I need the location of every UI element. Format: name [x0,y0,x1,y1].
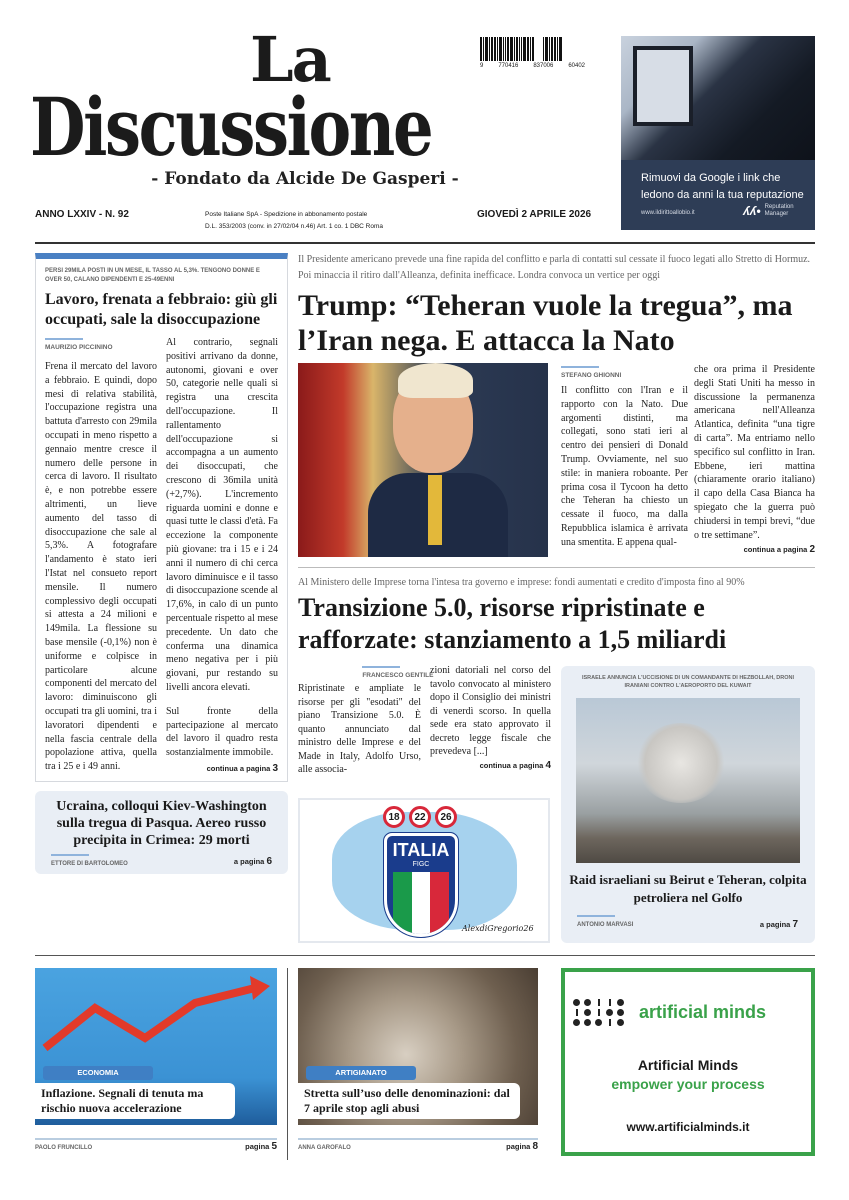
barcode-bar [523,37,526,61]
year-badge: 18 [383,806,405,828]
issue-number: ANNO LXXIV - N. 92 [35,209,129,220]
body-col1-wrap [45,336,157,775]
category-tag[interactable]: ARTIGIANATO [306,1066,416,1080]
barcode-bar [527,37,529,61]
article-ucraina [35,791,288,874]
category-tag[interactable]: ECONOMIA [43,1066,153,1080]
year-badge: 22 [409,806,431,828]
barcode-bar [514,37,515,61]
dot [576,1009,578,1016]
kicker: ISRAELE ANNUNCIA L'UCCISIONE DI UN COMANDANTE DI HEZBOLLAH, DRONI IRANIANI CONTRO L'AEROPORTO DEL KUWAIT [581,675,795,689]
barcode-bar [507,37,509,61]
barcode-bar [503,37,504,61]
masthead-la: La [250,23,330,96]
divider [287,968,288,1160]
dot [598,999,600,1006]
barcode-bar [545,37,548,61]
dot [617,999,624,1006]
dot [584,999,591,1006]
divider [298,567,815,568]
barcode-bar [521,37,522,61]
barcode [480,37,585,61]
artificial-minds-ad[interactable] [561,968,815,1156]
trump-photo [298,363,548,557]
ad-slogan: empower your process [611,1076,765,1092]
byline: PAOLO FRUNCILLO [35,1145,93,1151]
masthead-logo: Discussione [30,80,432,174]
lead-kicker: Il Presidente americano prevede una fine rapida del conflitto e parla di contatti sul cessate il fuoco legati allo Stretto di Hormuz. Poi minaccia il ritiro dall'Alleanza, definita inefficace. Londra convoca un vertice per oggi [298,254,811,281]
page-ref[interactable]: a pagina 7 [759,919,798,930]
barcode-bar [491,37,493,61]
barcode-bar [543,37,544,61]
year-badge: 26 [435,806,457,828]
barcode-left: 9 [480,63,484,69]
cartoon [298,798,550,943]
body-col1: Frena il mercato del lavoro a febbraio. E quindi, dopo mesi di relativa stabilità, l'occupazione registra una battuta d'arresto con 29mila occupati in meno rispetto a gennaio mentre cresce il numero delle persone in cerca di lavoro. Il risultato è, e non potrebbe essere altrimenti, un lieve aumento del tasso di disoccupazione che sale al 5,3%. A fotografare l'andamento è stato ieri l'Istat nel consueto report mensile. Il numero complessivo degli occupati si attesta a 24 milioni e 149mila. La flessione su base mensile (-0,1%) non è uniforme e colpisce in particolare alcune componenti del mercato del lavoro: diminuiscono gli occupati tra gli uomini, tra i lavoratori dipendenti e nella fascia centrale della popolazione attiva, quella tra i 25 e i 49 anni. [45,361,157,773]
barcode-bar [480,37,482,61]
dot [609,1019,611,1026]
barcode-bar [530,37,531,61]
page-ref[interactable]: pagina 5 [245,1141,277,1152]
continue-link[interactable]: continua a pagina 2 [743,544,815,556]
ad-name: Artificial Minds [637,1057,739,1073]
divider [35,242,815,244]
kicker: Al Ministero delle Imprese torna l'intesa tra governo e imprese: fondi aumentati e credito d'imposta fino al 90% [298,577,745,588]
article-lavoro [35,253,288,782]
dot [617,1009,624,1016]
barcode-bar [516,37,518,61]
barcode-bar [519,37,520,61]
barcode-bar [497,37,498,61]
lead-byline: STEFANO GHIONNI [561,366,621,380]
lead-col1: Il conflitto con l'Iran e il rapporto con la Nato. Due argomenti distinti, ma collegati, sono stati ieri al centro dei pensieri di Donald Trump. Ovviamente, nel suo stile: in maniera roboante. Per prima cosa il Tycoon ha detto che Teheran ha chiesto un cessate il fuoco, ma dalla Repubblica islamica è arrivata una smentita. E appena qual- [561,385,688,548]
body-col2: zioni datoriali nel corso del tavolo convocato al ministero dopo il Consiglio dei ministri di venerdì scorso. In quella sede era stato approvato il decreto legge fiscale che prevedeva [...] continua a pagina 4 [430,665,551,771]
byline: FRANCESCO GENTILE [362,666,433,680]
lead-col2: che ora prima il Presidente degli Stati Uniti ha messo in discussione la permanenza americana nell'Alleanza Atlantica, definita “una tigre di carta”. Ma entriamo nello specifico sul conflitto in Iran. Ebbene, ieri mattina (chiaramente orario italiano) il capo della Casa Bianca ha spiegato che la guerra può chiudersi in tempi brevi, “due o tre settimane”. continua a pagina 2 [694,364,815,556]
barcode-bar [489,37,490,61]
ad-text: Rimuovi da Google i link che ledono da anni la tua reputazione [641,172,804,201]
issue-date: GIOVEDÌ 2 APRILE 2026 [477,209,592,220]
divider [35,955,815,956]
body-col2: Al contrario, segnali positivi arrivano da donne, autonomi, giovani e over 50, categorie nelle quali si registra una crescita dell'occupazione. Il rallentamento dell'occupazione si accompagna a un aumento dei disoccupati, che crescono di 36mila unità (+2,7%). L'incremento riguarda uomini e donne e quasi tutte le classi d'età. Fa eccezione la componente più giovane: tra i 15 e i 24 anni il numero di chi cerca lavoro diminuisce e il tasso di disoccupazione scende al 17,6%, in calo di un punto percentuale rispetto al mese precedente. Un dato che conferma una dinamica meno negativa per i più giovani, pur restando su livelli ancora elevati. Sul fronte della partecipazione al mercato del lavoro il quadro resta sostanzialmente immobile. continua a pagina 3 [166,337,278,774]
italia-crest: ITALIA FIGC [384,833,458,937]
years [383,806,457,828]
barcode-numbers [480,63,585,70]
dot [598,1009,600,1016]
barcode-bar [494,37,496,61]
dot [584,1009,591,1016]
ad-url[interactable]: www.ildirittoallobio.it [641,210,695,216]
barcode-bar [551,37,553,61]
ad-logo: ʎʎ• Reputation Manager [743,204,794,218]
byline: MAURIZIO PICCININO [45,338,113,352]
article-raid [561,666,815,943]
artigianato-image[interactable] [298,968,538,1125]
headline[interactable]: Stretta sull’uso delle denominazioni: dal 7 aprile stop agli abusi [298,1083,520,1119]
byline: ANTONIO MARVASI [577,915,633,929]
ad-brand: artificial minds [639,1002,767,1022]
ad-url[interactable]: www.artificialminds.it [626,1120,750,1134]
barcode-bar [557,37,558,61]
barcode-bar [499,37,502,61]
dot [573,1019,580,1026]
headline[interactable]: Inflazione. Segnali di tenuta ma rischio nuova accelerazione [35,1083,235,1119]
dot [609,999,611,1006]
economia-image[interactable] [35,968,277,1125]
barcode-bar [549,37,550,61]
continue-link[interactable]: continua a pagina 4 [479,759,551,771]
headline[interactable]: Ucraina, colloqui Kiev-Washington sulla tregua di Pasqua. Aereo russo precipita in Crimea: 29 morti [56,798,267,848]
barcode-bar [483,37,484,61]
kicker: PERSI 29MILA POSTI IN UN MESE, IL TASSO AL 5,3%. TENGONO DONNE E OVER 50, CALANO DIPENDENTI E 25-49ENNI [45,268,260,283]
postal-info: Poste Italiane SpA - Spedizione in abbonamento postale D.L. 353/2003 (conv. in 27/02/04 n.46) Art. 1 co. 1 DBC Roma [205,211,384,230]
continue-link[interactable]: continua a pagina 3 [206,762,278,774]
dot [584,1019,591,1026]
dot [617,1019,624,1026]
headline[interactable]: Lavoro, frenata a febbraio: giù gli occupati, sale la disoccupazione [45,291,278,328]
smoke-photo [576,698,800,863]
page-ref[interactable]: a pagina 6 [233,855,272,867]
byline: ETTORE DI BARTOLOMEO [51,854,128,868]
barcode-bar [559,37,562,61]
barcode-bar [485,37,488,61]
headline[interactable]: Transizione 5.0, risorse ripristinate e rafforzate: stanziamento a 1,5 miliardi [298,593,727,654]
barcode-bar [505,37,506,61]
dot [606,1009,613,1016]
headline[interactable]: Raid israeliani su Beirut e Teheran, colpita petroliera nel Golfo [569,872,807,905]
barcode-bar [510,37,513,61]
lead-headline[interactable]: Trump: “Teheran vuole la tregua”, ma l’Iran nega. E attacca la Nato [298,289,793,357]
signature: AlexdiGregorio26 [462,924,534,933]
masthead-subtitle: - Fondato da Alcide De Gasperi - [151,169,459,189]
ad-photo [621,36,815,160]
dots-logo-icon [573,999,625,1026]
page-ref[interactable]: pagina 8 [506,1141,538,1152]
body-col1: Ripristinate e ampliate le risorse per gli "esodati" del piano Transizione 5.0. È quanto annunciato dal ministro delle Imprese e del Made in Italy, Adolfo Urso, alle associa- [298,683,421,775]
byline: ANNA GAROFALO [298,1145,351,1151]
left-column [35,253,288,874]
barcode-bar [532,37,534,61]
dot [595,1019,602,1026]
reputation-ad[interactable] [621,36,815,230]
barcode-issue: 60402 [568,63,585,69]
barcode-mid: 770416 [498,63,519,69]
barcode-right: 837006 [533,63,554,69]
barcode-bar [554,37,556,61]
dot [573,999,580,1006]
